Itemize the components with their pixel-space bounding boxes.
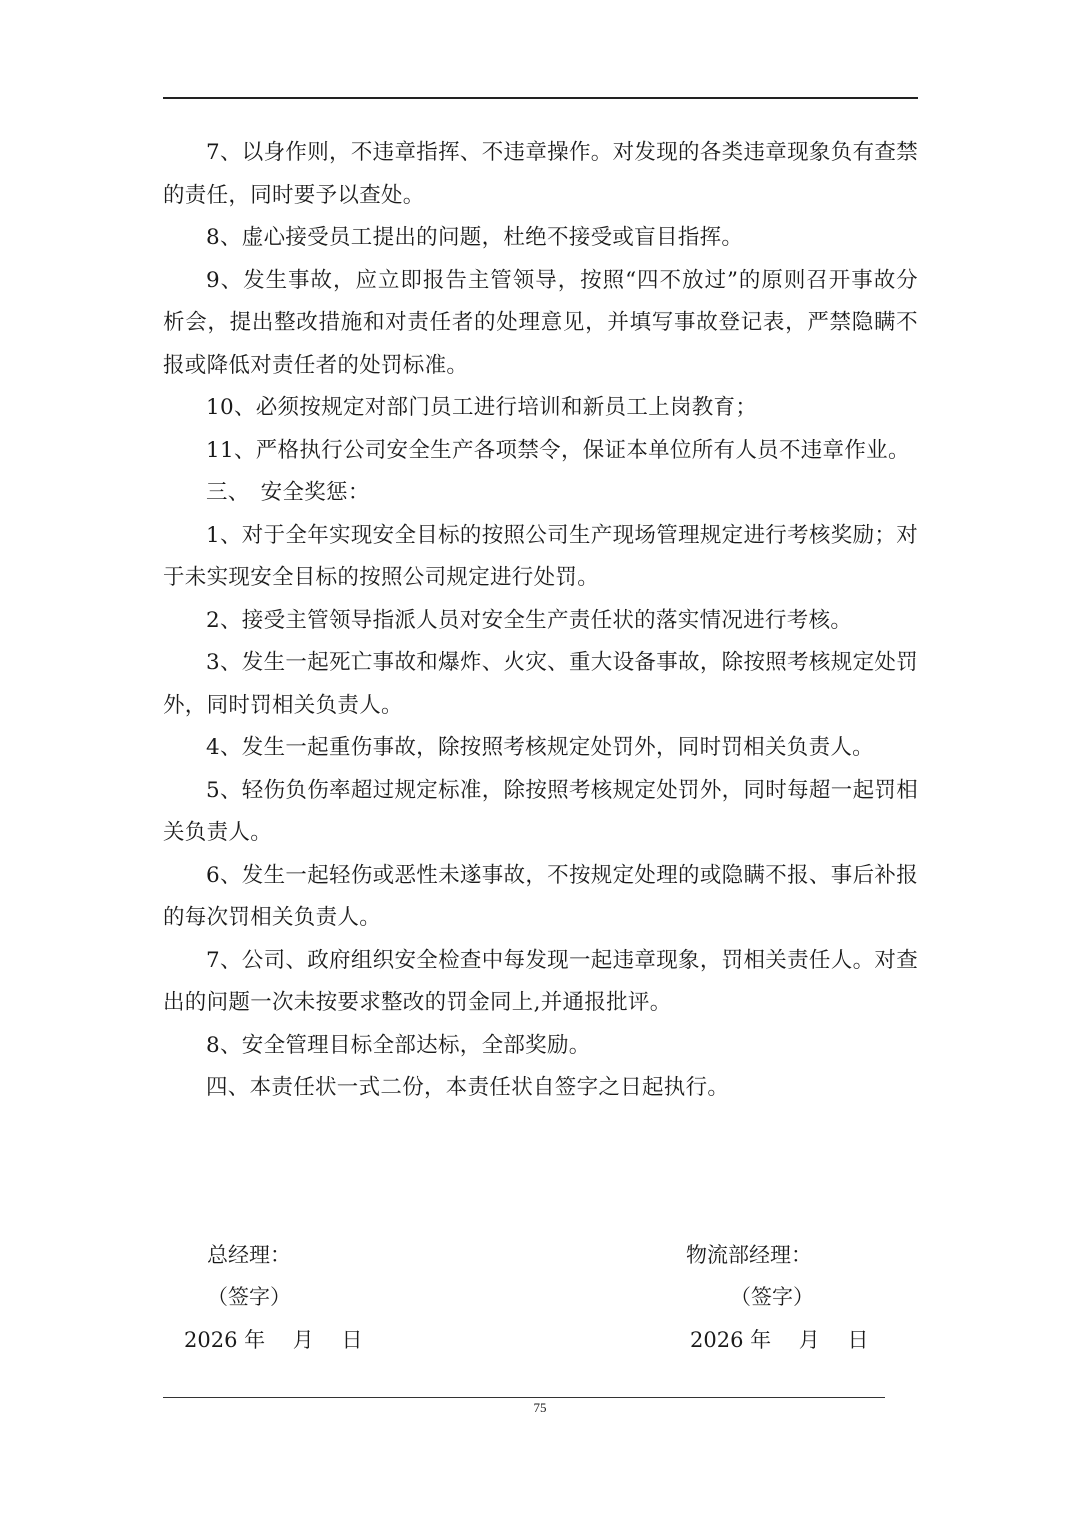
reward-item-7: 7、公司、政府组织安全检查中每发现一起违章现象，罚相关责任人。对查出的问题一次未按要求整改的罚金同上,并通报批评。: [163, 947, 918, 1015]
logistics-manager-date: 2026 年 月 日: [690, 1328, 869, 1352]
header-rule: [163, 97, 918, 99]
reward-item-2: 2、接受主管领导指派人员对安全生产责任状的落实情况进行考核。: [206, 607, 853, 633]
page-number: 75: [533, 1400, 547, 1415]
reward-item-6: 6、发生一起轻伤或恶性未遂事故，不按规定处理的或隐瞒不报、事后补报的每次罚相关负责人。: [163, 862, 918, 930]
section-heading-rewards: 三、 安全奖惩：: [206, 480, 370, 505]
paragraph-item-8: 8、虚心接受员工提出的问题，杜绝不接受或盲目指挥。: [206, 225, 744, 250]
general-manager-sign-note: （签字）: [207, 1285, 291, 1309]
logistics-manager-label: 物流部经理：: [686, 1243, 812, 1267]
paragraph-item-7: 7、以身作则，不违章指挥、不违章操作。对发现的各类违章现象负有查禁的责任，同时要予以查处。: [163, 140, 918, 208]
reward-item-1: 1、对于全年实现安全目标的按照公司生产现场管理规定进行考核奖励；对于未实现安全目标的按照公司规定进行处罚。: [163, 522, 918, 590]
document-body: [163, 132, 918, 1110]
section-four-statement: 四、本责任状一式二份，本责任状自签字之日起执行。: [206, 1075, 730, 1100]
reward-item-3: 3、发生一起死亡事故和爆炸、火灾、重大设备事故，除按照考核规定处罚外，同时罚相关负责人。: [163, 650, 918, 718]
general-manager-label: 总经理：: [207, 1243, 291, 1267]
paragraph-item-11: 11、严格执行公司安全生产各项禁令，保证本单位所有人员不违章作业。: [206, 437, 910, 463]
reward-item-8: 8、安全管理目标全部达标，全部奖励。: [206, 1032, 591, 1058]
footer-rule: [163, 1397, 885, 1398]
paragraph-item-9: 9、发生事故，应立即报告主管领导，按照“四不放过”的原则召开事故分析会，提出整改措施和对责任者的处理意见，并填写事故登记表，严禁隐瞒不报或降低对责任者的处罚标准。: [163, 267, 918, 378]
reward-item-4: 4、发生一起重伤事故，除按照考核规定处罚外，同时罚相关负责人。: [206, 735, 874, 760]
general-manager-date: 2026 年 月 日: [184, 1328, 363, 1352]
logistics-manager-sign-note: （签字）: [730, 1285, 814, 1309]
paragraph-item-10: 10、必须按规定对部门员工进行培训和新员工上岗教育；: [206, 395, 758, 420]
reward-item-5: 5、轻伤负伤率超过规定标准，除按照考核规定处罚外，同时每超一起罚相关负责人。: [163, 777, 918, 845]
